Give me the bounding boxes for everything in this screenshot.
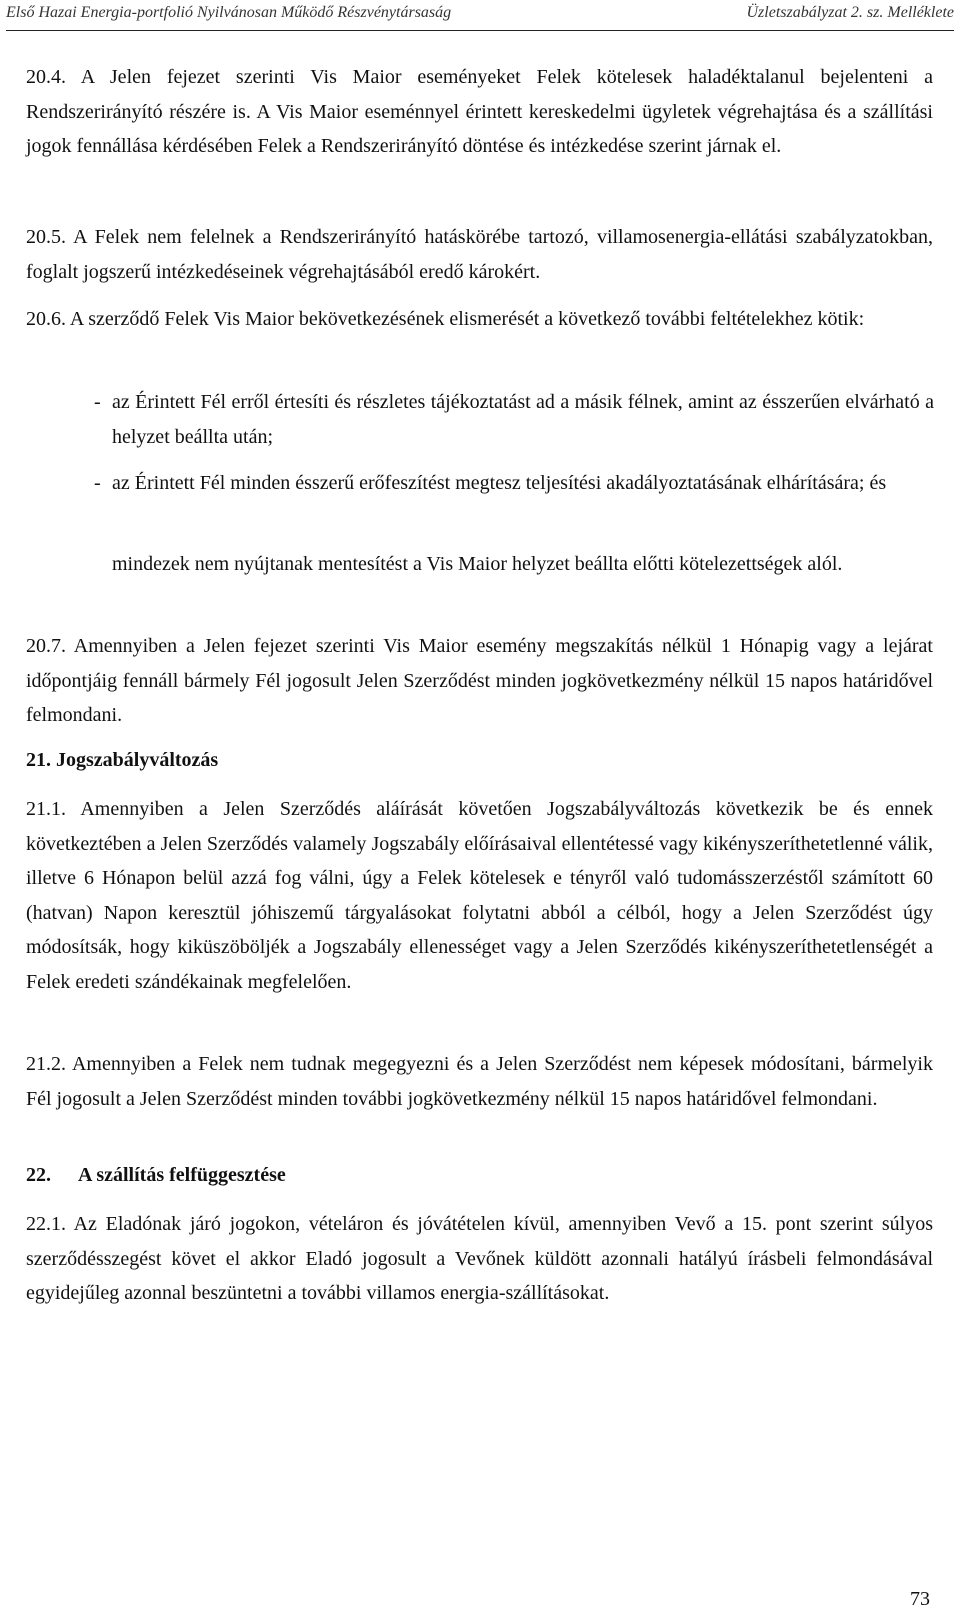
paragraph-number: 20.4.	[26, 66, 66, 88]
paragraph-number: 22.1.	[26, 1213, 66, 1235]
section-title: A szállítás felfüggesztése	[78, 1164, 286, 1186]
paragraph-number: 20.5.	[26, 226, 66, 248]
section-heading-21	[26, 743, 218, 778]
paragraph-number: 20.6.	[26, 308, 66, 330]
paragraph-20-5	[26, 220, 933, 289]
paragraph-text: Amennyiben a Jelen Szerződés aláírását követően Jogszabályváltozás következik be és ennek következtében a Jelen Szerződés valamely Jogszabály előírásaival ellentétessé vagy kikényszeríthetetlenné válik, illetve 6 Hónapon belül azzá fog válni, úgy a Felek kötelesek e tényről való tudomásszerzéstől számított 60 (hatvan) Napon keresztül jóhiszemű tárgyalásokat folytatni abból a célból, hogy a Jelen Szerződést úgy módosítsák, hogy kiküszöböljék a Jogszabály ellenességet vagy a Jelen Szerződés kikényszeríthetetlenségét a Felek eredeti szándékainak megfelelően.	[26, 798, 933, 993]
paragraph-text: A Jelen fejezet szerinti Vis Maior eseményeket Felek kötelesek haladéktalanul bejelenteni a Rendszerirányító részére is. A Vis Maior eseménnyel érintett kereskedelmi ügyletek végrehajtása és a szállítási jogok fennállása kérdésében Felek a Rendszerirányító döntése és intézkedése szerint járnak el.	[26, 66, 933, 157]
list-continuation-text: mindezek nem nyújtanak mentesítést a Vis Maior helyzet beállta előtti kötelezettségek alól.	[112, 553, 843, 575]
paragraph-text: Amennyiben a Jelen fejezet szerinti Vis Maior esemény megszakítás nélkül 1 Hónapig vagy a lejárat időpontjáig fennáll bármely Fél jogosult Jelen Szerződést minden jogkövetkezmény nélkül 15 napos határidővel felmondani.	[26, 635, 933, 726]
list-item	[94, 385, 934, 454]
section-number: 22.	[26, 1164, 51, 1186]
paragraph-text: A szerződő Felek Vis Maior bekövetkezésének elismerését a következő további feltételekhez kötik:	[69, 308, 865, 330]
paragraph-21-1	[26, 792, 933, 999]
bullet-marker: -	[94, 391, 101, 413]
paragraph-20-6	[26, 302, 933, 337]
bullet-marker: -	[94, 472, 101, 494]
paragraph-number: 20.7.	[26, 635, 66, 657]
section-number: 21.	[26, 749, 51, 771]
paragraph-number: 21.2.	[26, 1053, 66, 1075]
paragraph-20-4	[26, 60, 933, 164]
header-company: Első Hazai Energia-portfolió Nyilvánosan Működő Részvénytársaság	[6, 4, 452, 21]
paragraph-number: 21.1.	[26, 798, 66, 820]
list-item-text: az Érintett Fél erről értesíti és részletes tájékoztatást ad a másik félnek, amint az ésszerűen elvárható a helyzet beállta után;	[112, 391, 934, 448]
section-title: Jogszabályváltozás	[56, 749, 219, 771]
page-number: 73	[910, 1588, 930, 1610]
list-item	[94, 466, 934, 501]
header-divider	[6, 30, 954, 31]
paragraph-text: Amennyiben a Felek nem tudnak megegyezni és a Jelen Szerződést nem képesek módosítani, bármelyik Fél jogosult a Jelen Szerződést minden további jogkövetkezmény nélkül 15 napos határidővel felmondani.	[26, 1053, 933, 1110]
list-item-text: az Érintett Fél minden ésszerű erőfeszítést megtesz teljesítési akadályoztatásának elhárítására; és	[112, 472, 887, 494]
header-document-title: Üzletszabályzat 2. sz. Melléklete	[746, 4, 954, 21]
paragraph-21-2	[26, 1047, 933, 1116]
paragraph-text: A Felek nem felelnek a Rendszerirányító hatáskörébe tartozó, villamosenergia-ellátási szabályzatokban, foglalt jogszerű intézkedéseinek végrehajtásából eredő károkért.	[26, 226, 933, 283]
paragraph-20-7	[26, 629, 933, 733]
page-header	[6, 4, 954, 22]
paragraph-text: Az Eladónak járó jogokon, vételáron és jóvátételen kívül, amennyiben Vevő a 15. pont szerint súlyos szerződésszegést követ el akkor Eladó jogosult a Vevőnek küldött azonnali hatályú írásbeli felmondásával egyidejűleg azonnal beszüntetni a további villamos energia-szállításokat.	[26, 1213, 933, 1304]
section-heading-22	[26, 1158, 286, 1193]
paragraph-22-1	[26, 1207, 933, 1311]
